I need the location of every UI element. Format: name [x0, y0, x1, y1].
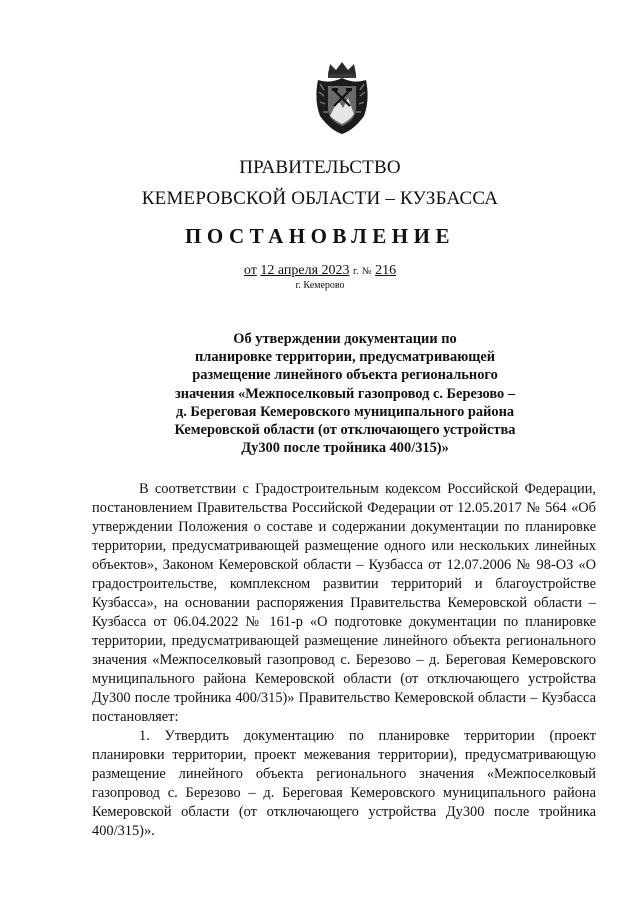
- subject-line: Об утверждении документации по: [233, 331, 457, 347]
- government-name-line2: КЕМЕРОВСКОЙ ОБЛАСТИ – КУЗБАССА: [141, 188, 499, 209]
- date-prefix: от: [243, 263, 257, 278]
- document-type-title: ПОСТАНОВЛЕНИЕ: [185, 224, 455, 248]
- subject-line: значения «Межпоселковый газопровод с. Березово –: [174, 385, 516, 402]
- subject-line: Кемеровской области (от отключающего устройства: [174, 422, 516, 439]
- date-number-line: [0, 263, 640, 279]
- decree-date: 12 апреля 2023: [260, 263, 350, 278]
- decree-number: 216: [375, 263, 397, 278]
- subject-line: Ду300 после тройника 400/315)»: [241, 440, 449, 457]
- coat-of-arms-icon: [310, 60, 374, 136]
- number-sign: №: [362, 266, 372, 277]
- decree-subject: [140, 330, 550, 457]
- year-abbreviation: г.: [353, 266, 359, 277]
- subject-line: размещение линейного объекта регионального: [192, 367, 498, 384]
- item-1-paragraph: 1. Утвердить документацию по планировке территории (проект планировки территории, проект межевания территории), предусматривающую размещение линейного объекта регионального значения «Межпоселковый газопровод с. Березово – д. Береговая Кемеровского муниципального района Кемеровской области (от отключающего устройства Ду300 после тройника 400/315)».: [92, 728, 596, 839]
- government-name-line1: ПРАВИТЕЛЬСТВО: [239, 157, 401, 178]
- preamble-paragraph: В соответствии с Градостроительным кодексом Российской Федерации, постановлением Правительства Российской Федерации от 12.05.2017 № 564 «Об утверждении Положения о составе и содержании документации по планировке территории, предусматривающей размещение одного или нескольких линейных объектов», Законом Кемеровской области – Кузбасса от 12.07.2006 № 98-ОЗ «О градостроительстве, комплексном развитии территорий и благоустройстве Кузбасса», на основании распоряжения Правительства Кемеровской области – Кузбасса от 06.04.2022 № 161-р «О подготовке документации по планировке территории, предусматривающей размещение линейного объекта регионального значения «Межпоселковый газопровод с. Березово – д. Береговая Кемеровского муниципального района Кемеровской области (от отключающего устройства Ду300 после тройника 400/315)» Правительство Кемеровской области – Кузбасса постановляет:: [92, 481, 596, 725]
- city-name: г. Кемерово: [295, 280, 345, 291]
- subject-line: д. Береговая Кемеровского муниципального района: [175, 403, 515, 420]
- decree-body: [92, 480, 596, 841]
- subject-line: планировке территории, предусматривающей: [194, 349, 496, 366]
